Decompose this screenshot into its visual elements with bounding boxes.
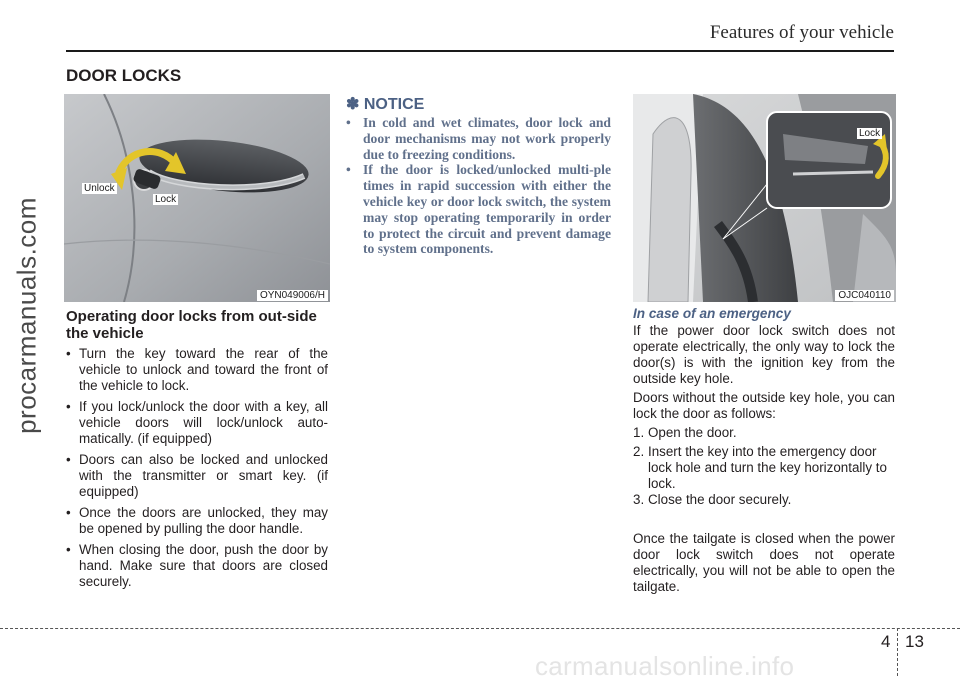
header-rule xyxy=(66,50,894,52)
list-item: • Turn the key toward the rear of the vehicle to unlock and toward the front of the vehicle to lock. xyxy=(66,346,328,393)
list-item: • Doors can also be locked and unlocked with the transmitter or smart key. (if equipped) xyxy=(66,452,328,499)
bullet-list xyxy=(66,346,328,595)
door-lock-figure xyxy=(633,94,896,302)
bottom-watermark: carmanualsonline.info xyxy=(535,651,795,681)
step-item: 3. Close the door securely. xyxy=(633,492,792,507)
lock-label: Lock xyxy=(155,194,177,205)
list-item: • In cold and wet climates, door lock and door mechanisms may not work properly due to freezing conditions. xyxy=(346,115,611,162)
page-number-separator xyxy=(897,628,898,676)
list-item: • If you lock/unlock the door with a key, all vehicle doors will lock/unlock auto-matically. (if equipped) xyxy=(66,399,328,446)
notice-list xyxy=(346,115,611,257)
running-header: Features of your vehicle xyxy=(709,22,894,43)
chapter-number: 4 xyxy=(881,632,891,651)
footer-rule xyxy=(0,628,960,629)
open-door-illustration xyxy=(633,94,896,302)
side-watermark: procarmanuals.com xyxy=(11,197,42,434)
door-lock-label: Lock xyxy=(859,128,881,139)
paragraph: Doors without the outside key hole, you can lock the door as follows: xyxy=(633,390,895,421)
notice-label: NOTICE xyxy=(363,96,425,113)
section-heading: DOOR LOCKS xyxy=(66,66,182,85)
list-item: • Once the doors are unlocked, they may be opened by pulling the door handle. xyxy=(66,505,328,536)
figure-code: OJC040110 xyxy=(835,290,894,301)
door-handle-figure xyxy=(64,94,330,302)
door-handle-illustration xyxy=(64,94,330,302)
notice-symbol: ✽ xyxy=(346,96,360,113)
paragraph: Once the tailgate is closed when the power door lock switch does not operate electrically, you will not be able to open the tailgate. xyxy=(633,531,895,594)
paragraph: If the power door lock switch does not operate electrically, the only way to lock the door(s) is with the ignition key from the outside key hole. xyxy=(633,323,895,386)
subheading: Operating door locks from out-side the vehicle xyxy=(66,308,317,342)
list-item: • If the door is locked/unlocked multi-ple times in rapid succession with either the vehicle key or door lock switch, the system may stop operating temporarily in order to protect the circuit and prevent damage to system components. xyxy=(346,162,611,257)
unlock-label: Unlock xyxy=(84,183,115,194)
step-item: 2. Insert the key into the emergency door lock hole and turn the key horizontally to lock. xyxy=(633,444,887,491)
notice-title xyxy=(346,94,424,114)
list-item: • When closing the door, push the door by hand. Make sure that doors are closed securely. xyxy=(66,542,328,589)
emergency-heading: In case of an emergency xyxy=(633,306,791,321)
page-number: 13 xyxy=(905,632,924,651)
step-item: 1. Open the door. xyxy=(633,425,737,440)
figure-code: OYN049006/H xyxy=(257,290,328,301)
